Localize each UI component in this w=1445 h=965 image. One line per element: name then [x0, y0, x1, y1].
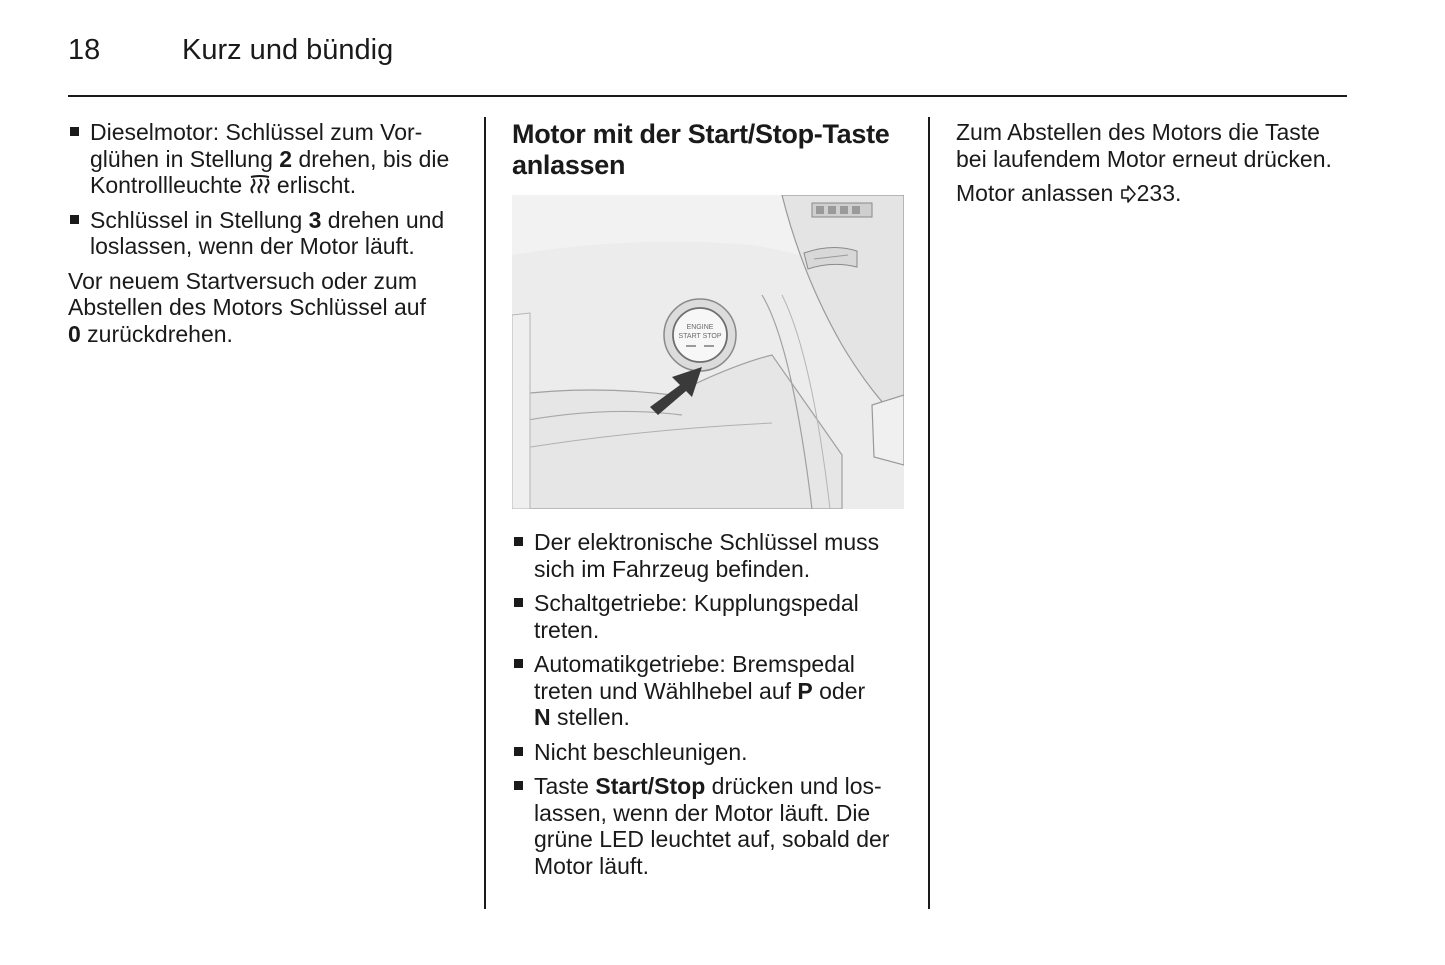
section-heading: Motor mit der Start/Stop-Taste anlassen: [512, 119, 890, 180]
header-rule: [68, 95, 1347, 97]
svg-text:START STOP: START STOP: [678, 333, 722, 340]
bullet-list-start-stop: [512, 529, 912, 879]
list-item-diesel: Dieselmotor: Schlüssel zum Vor- glühen in Stellung 2 drehen, bis die Kontrollleuchte erlischt.: [68, 119, 468, 199]
reference-arrow-icon[interactable]: [1120, 185, 1137, 203]
list-item: Schaltgetriebe: Kupplungspedal treten.: [512, 590, 912, 643]
paragraph-restart: Vor neuem Startversuch oder zum Abstellen des Motors Schlüssel auf 0 zurückdrehen.: [68, 267, 426, 347]
list-item: Der elektronische Schlüssel muss sich im Fahrzeug befinden.: [512, 529, 912, 582]
page-title: Kurz und bündig: [182, 34, 394, 66]
column-1: [68, 119, 468, 355]
start-stop-button-illustration: [512, 195, 904, 509]
list-item: Nicht beschleunigen.: [512, 739, 912, 766]
list-item-position-3: Schlüssel in Stellung 3 drehen und loslassen, wenn der Motor läuft.: [68, 207, 468, 260]
list-item: Taste Start/Stop drücken und los- lassen, wenn der Motor läuft. Die grüne LED leuchtet auf, sobald der Motor läuft.: [512, 773, 912, 879]
bullet-list-key-start: [68, 119, 468, 260]
column-divider-1: [484, 117, 486, 909]
paragraph-reference: Motor anlassen 233.: [956, 180, 1182, 206]
list-item: Automatikgetriebe: Bremspedal treten und Wählhebel auf P oder N stellen.: [512, 651, 912, 731]
paragraph-stop-engine: Zum Abstellen des Motors die Taste bei laufendem Motor erneut drücken.: [956, 119, 1332, 172]
column-2: [512, 119, 912, 887]
column-3: [956, 119, 1356, 215]
page-reference-link[interactable]: 233.: [1136, 180, 1182, 206]
page-number: 18: [68, 34, 101, 66]
column-divider-2: [928, 117, 930, 909]
glow-plug-icon: [249, 175, 271, 195]
svg-text:ENGINE: ENGINE: [686, 324, 714, 331]
